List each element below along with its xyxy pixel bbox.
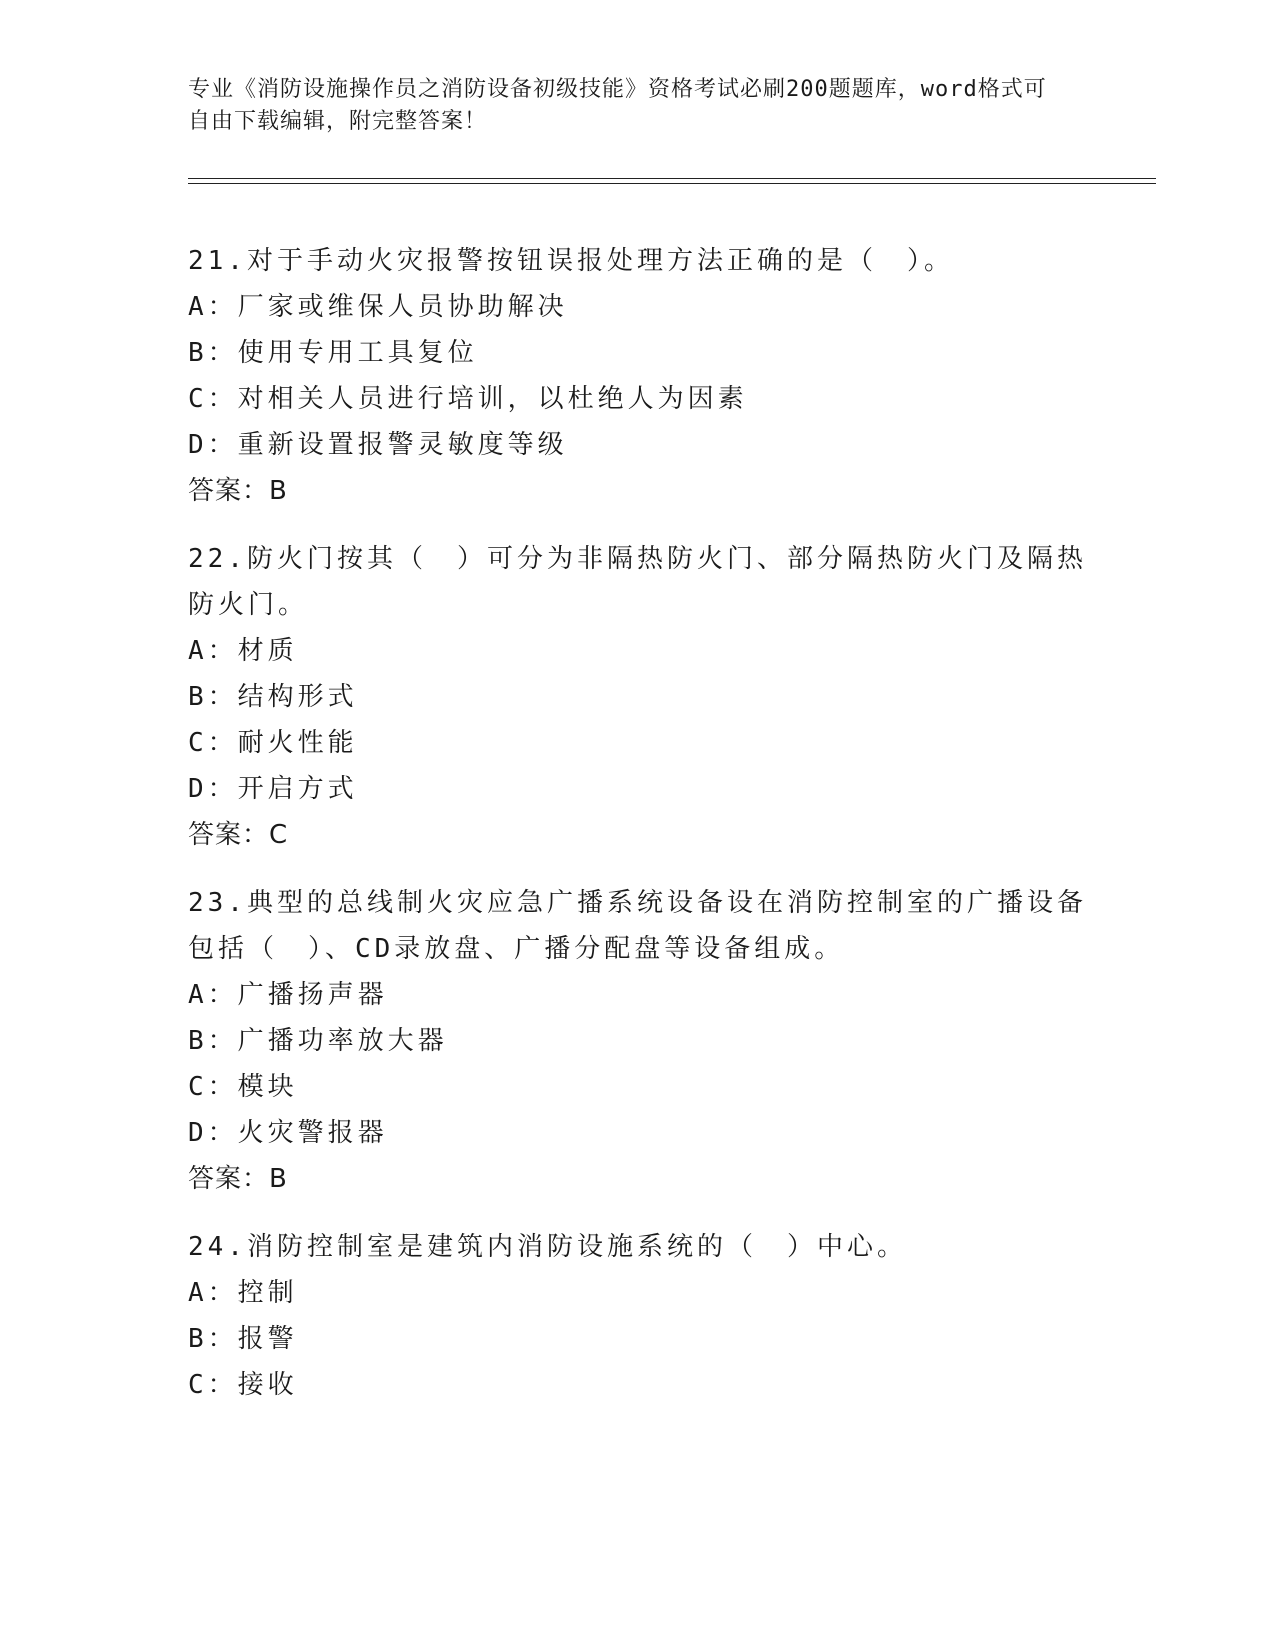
option-d: D：重新设置报警灵敏度等级: [188, 430, 568, 460]
answer-line: 答案：B: [188, 1164, 288, 1194]
document-header: [188, 74, 1068, 138]
option-b: B：广播功率放大器: [188, 1026, 448, 1056]
option-c: C：接收: [188, 1370, 298, 1400]
answer-line: 答案：C: [188, 820, 289, 850]
option-a: A：广播扬声器: [188, 980, 388, 1010]
option-c: C：对相关人员进行培训，以杜绝人为因素: [188, 384, 748, 414]
question-23: [188, 880, 1088, 1202]
option-b: B：结构形式: [188, 682, 358, 712]
question-stem: 23.典型的总线制火灾应急广播系统设备设在消防控制室的广播设备包括（ ）、CD录放盘、广播分配盘等设备组成。: [188, 888, 1087, 964]
header-rule-top: [188, 178, 1156, 179]
question-stem: 24.消防控制室是建筑内消防设施系统的（ ）中心。: [188, 1232, 907, 1262]
option-b: B：使用专用工具复位: [188, 338, 478, 368]
question-21: [188, 238, 1088, 514]
option-a: A：材质: [188, 636, 298, 666]
question-stem: 21.对于手动火灾报警按钮误报处理方法正确的是（ ）。: [188, 246, 954, 276]
option-c: C：模块: [188, 1072, 298, 1102]
option-a: A：控制: [188, 1278, 298, 1308]
option-d: D：火灾警报器: [188, 1118, 388, 1148]
option-a: A：厂家或维保人员协助解决: [188, 292, 568, 322]
question-22: [188, 536, 1088, 858]
option-d: D：开启方式: [188, 774, 358, 804]
question-stem: 22.防火门按其（ ）可分为非隔热防火门、部分隔热防火门及隔热防火门。: [188, 544, 1087, 620]
question-list: [188, 238, 1088, 1430]
header-rule-bottom: [188, 183, 1156, 184]
answer-line: 答案：B: [188, 476, 288, 506]
header-text: 专业《消防设施操作员之消防设备初级技能》资格考试必刷200题题库，word格式可自由下载编辑，附完整答案！: [188, 77, 1047, 134]
question-24: [188, 1224, 1088, 1408]
option-c: C：耐火性能: [188, 728, 358, 758]
option-b: B：报警: [188, 1324, 298, 1354]
